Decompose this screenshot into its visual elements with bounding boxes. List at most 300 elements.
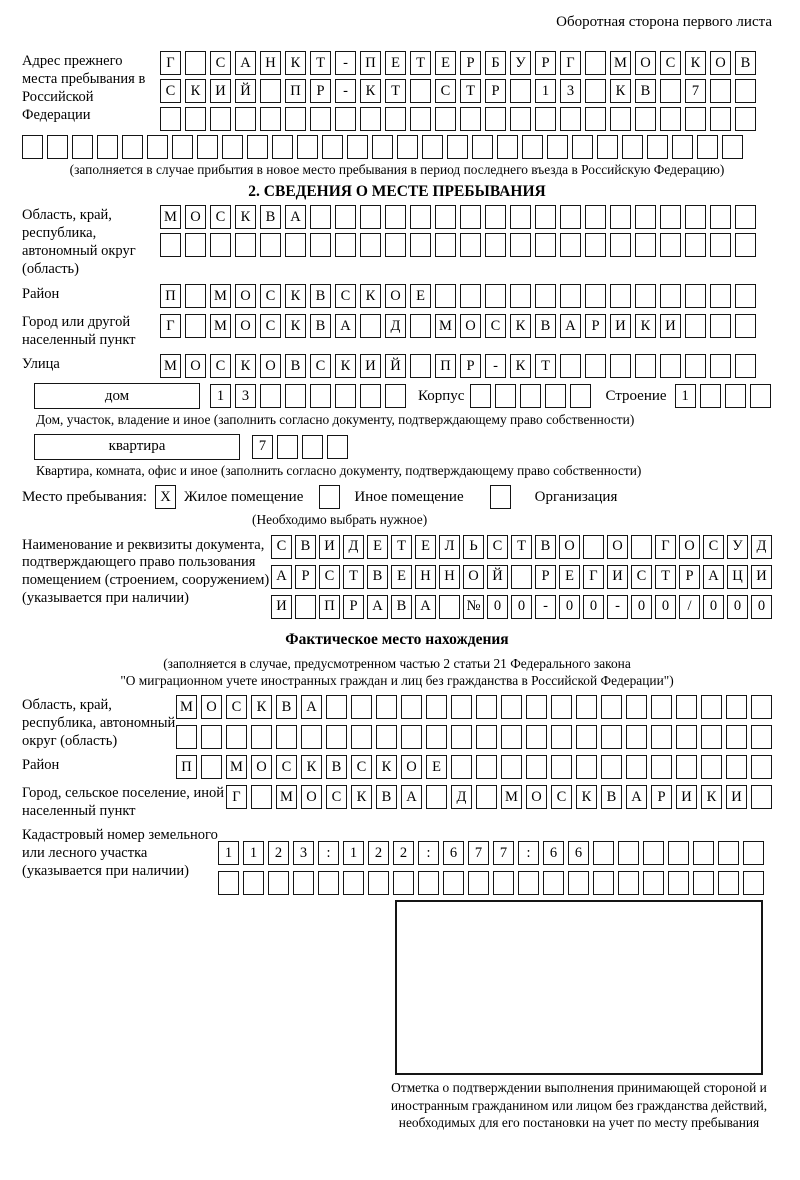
- char-cell[interactable]: [535, 107, 556, 131]
- char-cell[interactable]: [726, 755, 747, 779]
- char-cell[interactable]: [435, 107, 456, 131]
- char-cell[interactable]: [393, 871, 414, 895]
- char-cell[interactable]: Р: [679, 565, 700, 589]
- char-cell[interactable]: [751, 785, 772, 809]
- char-cell[interactable]: [310, 384, 331, 408]
- char-cell[interactable]: [460, 205, 481, 229]
- char-cell[interactable]: К: [376, 755, 397, 779]
- char-cell[interactable]: [235, 233, 256, 257]
- char-cell[interactable]: И: [726, 785, 747, 809]
- char-cell[interactable]: О: [460, 314, 481, 338]
- char-cell[interactable]: [693, 841, 714, 865]
- char-cell[interactable]: [260, 384, 281, 408]
- char-cell[interactable]: [735, 314, 756, 338]
- char-cell[interactable]: [226, 725, 247, 749]
- char-cell[interactable]: :: [518, 841, 539, 865]
- char-cell[interactable]: [685, 284, 706, 308]
- char-cell[interactable]: [410, 107, 431, 131]
- char-cell[interactable]: [735, 284, 756, 308]
- char-cell[interactable]: В: [285, 354, 306, 378]
- char-cell[interactable]: [560, 233, 581, 257]
- char-cell[interactable]: 0: [631, 595, 652, 619]
- char-cell[interactable]: [172, 135, 193, 159]
- char-cell[interactable]: [545, 384, 566, 408]
- char-cell[interactable]: Р: [310, 79, 331, 103]
- char-cell[interactable]: [735, 205, 756, 229]
- char-cell[interactable]: [547, 135, 568, 159]
- char-cell[interactable]: В: [367, 565, 388, 589]
- char-cell[interactable]: [651, 695, 672, 719]
- char-cell[interactable]: [560, 205, 581, 229]
- char-cell[interactable]: [495, 384, 516, 408]
- char-cell[interactable]: Б: [485, 51, 506, 75]
- char-cell[interactable]: [635, 354, 656, 378]
- char-cell[interactable]: [260, 107, 281, 131]
- char-cell[interactable]: [710, 284, 731, 308]
- char-cell[interactable]: [597, 135, 618, 159]
- char-cell[interactable]: [735, 233, 756, 257]
- char-cell[interactable]: С: [319, 565, 340, 589]
- char-cell[interactable]: 0: [511, 595, 532, 619]
- char-cell[interactable]: [560, 284, 581, 308]
- char-cell[interactable]: Т: [391, 535, 412, 559]
- char-cell[interactable]: [585, 233, 606, 257]
- char-cell[interactable]: [447, 135, 468, 159]
- char-cell[interactable]: [47, 135, 68, 159]
- char-cell[interactable]: Г: [160, 51, 181, 75]
- char-cell[interactable]: Г: [560, 51, 581, 75]
- char-cell[interactable]: [660, 205, 681, 229]
- char-cell[interactable]: [260, 233, 281, 257]
- char-cell[interactable]: 7: [685, 79, 706, 103]
- char-cell[interactable]: -: [485, 354, 506, 378]
- char-cell[interactable]: Т: [535, 354, 556, 378]
- char-cell[interactable]: [647, 135, 668, 159]
- char-cell[interactable]: В: [260, 205, 281, 229]
- char-cell[interactable]: С: [703, 535, 724, 559]
- char-cell[interactable]: [693, 871, 714, 895]
- char-cell[interactable]: [610, 107, 631, 131]
- char-cell[interactable]: [751, 755, 772, 779]
- char-cell[interactable]: [485, 107, 506, 131]
- char-cell[interactable]: [385, 384, 406, 408]
- char-cell[interactable]: 2: [268, 841, 289, 865]
- char-cell[interactable]: Е: [435, 51, 456, 75]
- char-cell[interactable]: [247, 135, 268, 159]
- char-cell[interactable]: И: [210, 79, 231, 103]
- char-cell[interactable]: [585, 79, 606, 103]
- char-cell[interactable]: В: [535, 314, 556, 338]
- char-cell[interactable]: [551, 755, 572, 779]
- char-cell[interactable]: [585, 51, 606, 75]
- char-cell[interactable]: [651, 725, 672, 749]
- char-cell[interactable]: [726, 725, 747, 749]
- char-cell[interactable]: [576, 695, 597, 719]
- char-cell[interactable]: Г: [226, 785, 247, 809]
- char-cell[interactable]: [511, 565, 532, 589]
- char-cell[interactable]: А: [560, 314, 581, 338]
- char-cell[interactable]: [485, 284, 506, 308]
- char-cell[interactable]: 7: [493, 841, 514, 865]
- char-cell[interactable]: 0: [751, 595, 772, 619]
- char-cell[interactable]: О: [201, 695, 222, 719]
- char-cell[interactable]: Г: [160, 314, 181, 338]
- char-cell[interactable]: А: [285, 205, 306, 229]
- char-cell[interactable]: Т: [343, 565, 364, 589]
- char-cell[interactable]: [401, 695, 422, 719]
- char-cell[interactable]: [700, 384, 721, 408]
- char-cell[interactable]: [622, 135, 643, 159]
- char-cell[interactable]: [351, 695, 372, 719]
- char-cell[interactable]: [435, 284, 456, 308]
- char-cell[interactable]: /: [679, 595, 700, 619]
- char-cell[interactable]: В: [310, 284, 331, 308]
- char-cell[interactable]: [710, 79, 731, 103]
- char-cell[interactable]: О: [385, 284, 406, 308]
- char-cell[interactable]: И: [319, 535, 340, 559]
- char-cell[interactable]: Р: [585, 314, 606, 338]
- char-cell[interactable]: [185, 314, 206, 338]
- char-cell[interactable]: К: [360, 79, 381, 103]
- char-cell[interactable]: [668, 841, 689, 865]
- char-cell[interactable]: [551, 695, 572, 719]
- char-cell[interactable]: У: [727, 535, 748, 559]
- char-cell[interactable]: [718, 871, 739, 895]
- char-cell[interactable]: М: [160, 354, 181, 378]
- char-cell[interactable]: [610, 284, 631, 308]
- char-cell[interactable]: М: [435, 314, 456, 338]
- char-cell[interactable]: [277, 435, 298, 459]
- char-cell[interactable]: [726, 695, 747, 719]
- char-cell[interactable]: Р: [460, 51, 481, 75]
- char-cell[interactable]: А: [415, 595, 436, 619]
- char-cell[interactable]: М: [176, 695, 197, 719]
- char-cell[interactable]: [710, 233, 731, 257]
- char-cell[interactable]: Т: [385, 79, 406, 103]
- char-cell[interactable]: [327, 435, 348, 459]
- char-cell[interactable]: Н: [439, 565, 460, 589]
- house-type-box[interactable]: дом: [34, 383, 200, 409]
- char-cell[interactable]: [660, 233, 681, 257]
- char-cell[interactable]: [618, 871, 639, 895]
- char-cell[interactable]: [426, 695, 447, 719]
- char-cell[interactable]: [651, 755, 672, 779]
- char-cell[interactable]: Е: [426, 755, 447, 779]
- char-cell[interactable]: -: [535, 595, 556, 619]
- char-cell[interactable]: О: [526, 785, 547, 809]
- char-cell[interactable]: [725, 384, 746, 408]
- char-cell[interactable]: [722, 135, 743, 159]
- char-cell[interactable]: [385, 233, 406, 257]
- char-cell[interactable]: [526, 755, 547, 779]
- char-cell[interactable]: Й: [385, 354, 406, 378]
- char-cell[interactable]: :: [418, 841, 439, 865]
- char-cell[interactable]: П: [360, 51, 381, 75]
- char-cell[interactable]: М: [226, 755, 247, 779]
- char-cell[interactable]: [635, 107, 656, 131]
- char-cell[interactable]: [668, 871, 689, 895]
- char-cell[interactable]: [510, 107, 531, 131]
- char-cell[interactable]: 0: [559, 595, 580, 619]
- char-cell[interactable]: [570, 384, 591, 408]
- char-cell[interactable]: [295, 595, 316, 619]
- char-cell[interactable]: 1: [218, 841, 239, 865]
- char-cell[interactable]: О: [710, 51, 731, 75]
- char-cell[interactable]: М: [276, 785, 297, 809]
- char-cell[interactable]: К: [335, 354, 356, 378]
- char-cell[interactable]: [660, 284, 681, 308]
- char-cell[interactable]: 3: [560, 79, 581, 103]
- char-cell[interactable]: [676, 755, 697, 779]
- char-cell[interactable]: [451, 725, 472, 749]
- char-cell[interactable]: Е: [391, 565, 412, 589]
- checkbox-inoe[interactable]: [319, 485, 340, 509]
- char-cell[interactable]: [210, 233, 231, 257]
- char-cell[interactable]: А: [703, 565, 724, 589]
- char-cell[interactable]: 0: [487, 595, 508, 619]
- char-cell[interactable]: [635, 284, 656, 308]
- char-cell[interactable]: [335, 233, 356, 257]
- char-cell[interactable]: О: [559, 535, 580, 559]
- char-cell[interactable]: :: [318, 841, 339, 865]
- char-cell[interactable]: [685, 314, 706, 338]
- char-cell[interactable]: [422, 135, 443, 159]
- char-cell[interactable]: [697, 135, 718, 159]
- char-cell[interactable]: Г: [655, 535, 676, 559]
- char-cell[interactable]: О: [635, 51, 656, 75]
- char-cell[interactable]: [410, 233, 431, 257]
- char-cell[interactable]: [426, 785, 447, 809]
- char-cell[interactable]: 3: [293, 841, 314, 865]
- char-cell[interactable]: К: [635, 314, 656, 338]
- char-cell[interactable]: [268, 871, 289, 895]
- char-cell[interactable]: С: [260, 314, 281, 338]
- char-cell[interactable]: Т: [460, 79, 481, 103]
- char-cell[interactable]: [560, 107, 581, 131]
- char-cell[interactable]: [276, 725, 297, 749]
- char-cell[interactable]: В: [310, 314, 331, 338]
- char-cell[interactable]: [310, 107, 331, 131]
- char-cell[interactable]: [318, 871, 339, 895]
- apartment-type-box[interactable]: квартира: [34, 434, 240, 460]
- char-cell[interactable]: [426, 725, 447, 749]
- char-cell[interactable]: К: [185, 79, 206, 103]
- char-cell[interactable]: [685, 107, 706, 131]
- char-cell[interactable]: Р: [485, 79, 506, 103]
- char-cell[interactable]: [410, 354, 431, 378]
- char-cell[interactable]: [585, 284, 606, 308]
- char-cell[interactable]: [485, 205, 506, 229]
- char-cell[interactable]: [572, 135, 593, 159]
- char-cell[interactable]: [72, 135, 93, 159]
- char-cell[interactable]: Т: [655, 565, 676, 589]
- char-cell[interactable]: [472, 135, 493, 159]
- char-cell[interactable]: А: [235, 51, 256, 75]
- char-cell[interactable]: [501, 695, 522, 719]
- char-cell[interactable]: 2: [368, 841, 389, 865]
- char-cell[interactable]: [526, 725, 547, 749]
- char-cell[interactable]: Г: [583, 565, 604, 589]
- char-cell[interactable]: О: [260, 354, 281, 378]
- char-cell[interactable]: [518, 871, 539, 895]
- char-cell[interactable]: [672, 135, 693, 159]
- char-cell[interactable]: Л: [439, 535, 460, 559]
- char-cell[interactable]: [185, 51, 206, 75]
- char-cell[interactable]: [147, 135, 168, 159]
- char-cell[interactable]: [626, 695, 647, 719]
- char-cell[interactable]: [660, 107, 681, 131]
- char-cell[interactable]: Р: [295, 565, 316, 589]
- char-cell[interactable]: Ц: [727, 565, 748, 589]
- checkbox-zhiloe[interactable]: X: [155, 485, 176, 509]
- char-cell[interactable]: [185, 233, 206, 257]
- char-cell[interactable]: И: [607, 565, 628, 589]
- char-cell[interactable]: [251, 725, 272, 749]
- char-cell[interactable]: [710, 107, 731, 131]
- char-cell[interactable]: [676, 725, 697, 749]
- char-cell[interactable]: [285, 384, 306, 408]
- char-cell[interactable]: С: [276, 755, 297, 779]
- char-cell[interactable]: [435, 205, 456, 229]
- char-cell[interactable]: А: [335, 314, 356, 338]
- char-cell[interactable]: [643, 841, 664, 865]
- char-cell[interactable]: [660, 79, 681, 103]
- char-cell[interactable]: С: [210, 51, 231, 75]
- char-cell[interactable]: И: [751, 565, 772, 589]
- char-cell[interactable]: [743, 871, 764, 895]
- char-cell[interactable]: [593, 871, 614, 895]
- char-cell[interactable]: [176, 725, 197, 749]
- char-cell[interactable]: [743, 841, 764, 865]
- char-cell[interactable]: [310, 233, 331, 257]
- char-cell[interactable]: Р: [343, 595, 364, 619]
- char-cell[interactable]: [451, 695, 472, 719]
- char-cell[interactable]: [520, 384, 541, 408]
- char-cell[interactable]: [360, 233, 381, 257]
- char-cell[interactable]: [293, 871, 314, 895]
- char-cell[interactable]: О: [235, 284, 256, 308]
- char-cell[interactable]: [535, 233, 556, 257]
- char-cell[interactable]: С: [260, 284, 281, 308]
- char-cell[interactable]: У: [510, 51, 531, 75]
- char-cell[interactable]: [297, 135, 318, 159]
- char-cell[interactable]: [360, 314, 381, 338]
- char-cell[interactable]: К: [285, 284, 306, 308]
- char-cell[interactable]: Е: [410, 284, 431, 308]
- char-cell[interactable]: Т: [511, 535, 532, 559]
- char-cell[interactable]: О: [401, 755, 422, 779]
- char-cell[interactable]: [260, 79, 281, 103]
- char-cell[interactable]: [476, 755, 497, 779]
- char-cell[interactable]: [385, 205, 406, 229]
- char-cell[interactable]: П: [319, 595, 340, 619]
- char-cell[interactable]: [751, 695, 772, 719]
- char-cell[interactable]: К: [285, 51, 306, 75]
- char-cell[interactable]: [197, 135, 218, 159]
- char-cell[interactable]: [360, 205, 381, 229]
- char-cell[interactable]: Ь: [463, 535, 484, 559]
- char-cell[interactable]: [576, 725, 597, 749]
- char-cell[interactable]: [343, 871, 364, 895]
- char-cell[interactable]: К: [351, 785, 372, 809]
- char-cell[interactable]: П: [435, 354, 456, 378]
- char-cell[interactable]: Е: [385, 51, 406, 75]
- char-cell[interactable]: [710, 205, 731, 229]
- char-cell[interactable]: К: [610, 79, 631, 103]
- char-cell[interactable]: А: [271, 565, 292, 589]
- char-cell[interactable]: [435, 233, 456, 257]
- char-cell[interactable]: [526, 695, 547, 719]
- char-cell[interactable]: [235, 107, 256, 131]
- char-cell[interactable]: В: [391, 595, 412, 619]
- char-cell[interactable]: К: [251, 695, 272, 719]
- char-cell[interactable]: [631, 535, 652, 559]
- char-cell[interactable]: Т: [410, 51, 431, 75]
- char-cell[interactable]: [476, 695, 497, 719]
- char-cell[interactable]: [710, 354, 731, 378]
- char-cell[interactable]: [97, 135, 118, 159]
- char-cell[interactable]: [510, 205, 531, 229]
- char-cell[interactable]: 1: [675, 384, 696, 408]
- char-cell[interactable]: О: [679, 535, 700, 559]
- char-cell[interactable]: В: [735, 51, 756, 75]
- char-cell[interactable]: [643, 871, 664, 895]
- char-cell[interactable]: С: [226, 695, 247, 719]
- char-cell[interactable]: [751, 725, 772, 749]
- char-cell[interactable]: 2: [393, 841, 414, 865]
- char-cell[interactable]: [710, 314, 731, 338]
- char-cell[interactable]: [335, 107, 356, 131]
- char-cell[interactable]: М: [210, 314, 231, 338]
- char-cell[interactable]: В: [295, 535, 316, 559]
- char-cell[interactable]: [360, 107, 381, 131]
- char-cell[interactable]: [376, 695, 397, 719]
- char-cell[interactable]: П: [176, 755, 197, 779]
- char-cell[interactable]: [701, 695, 722, 719]
- char-cell[interactable]: 6: [568, 841, 589, 865]
- char-cell[interactable]: [368, 871, 389, 895]
- char-cell[interactable]: А: [367, 595, 388, 619]
- char-cell[interactable]: [522, 135, 543, 159]
- char-cell[interactable]: С: [631, 565, 652, 589]
- char-cell[interactable]: [401, 725, 422, 749]
- char-cell[interactable]: [410, 205, 431, 229]
- char-cell[interactable]: [351, 725, 372, 749]
- char-cell[interactable]: [397, 135, 418, 159]
- char-cell[interactable]: [122, 135, 143, 159]
- char-cell[interactable]: 0: [583, 595, 604, 619]
- char-cell[interactable]: [272, 135, 293, 159]
- char-cell[interactable]: [585, 107, 606, 131]
- char-cell[interactable]: [660, 354, 681, 378]
- char-cell[interactable]: Д: [385, 314, 406, 338]
- char-cell[interactable]: П: [285, 79, 306, 103]
- char-cell[interactable]: К: [235, 205, 256, 229]
- char-cell[interactable]: К: [285, 314, 306, 338]
- char-cell[interactable]: №: [463, 595, 484, 619]
- char-cell[interactable]: К: [510, 354, 531, 378]
- char-cell[interactable]: [285, 107, 306, 131]
- char-cell[interactable]: А: [301, 695, 322, 719]
- char-cell[interactable]: [497, 135, 518, 159]
- char-cell[interactable]: [635, 205, 656, 229]
- char-cell[interactable]: И: [610, 314, 631, 338]
- char-cell[interactable]: 0: [727, 595, 748, 619]
- char-cell[interactable]: [593, 841, 614, 865]
- char-cell[interactable]: Д: [751, 535, 772, 559]
- char-cell[interactable]: А: [401, 785, 422, 809]
- char-cell[interactable]: [560, 354, 581, 378]
